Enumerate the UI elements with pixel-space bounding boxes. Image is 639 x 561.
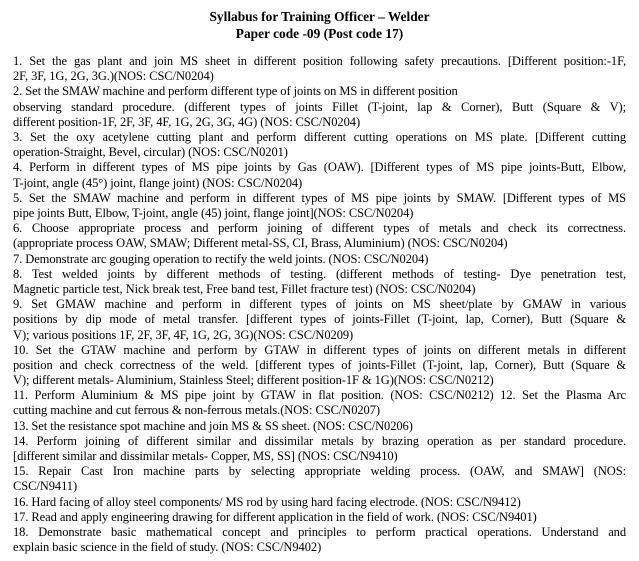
syllabus-line: explain basic science in the field of study. (NOS: CSC/N9402) (13, 540, 322, 555)
syllabus-line: 13. Set the resistance spot machine and join MS & SS sheet. (NOS: CSC/N0206) (13, 418, 413, 433)
syllabus-line: 9. Set GMAW machine and perform in different types of joints on MS sheet/plate by GMAW in various (13, 297, 626, 312)
syllabus-line: 7. Demonstrate arc gouging operation to rectify the weld joints. (NOS: CSC/N0204) (13, 251, 429, 266)
document-title (13, 8, 626, 42)
syllabus-line: position and check correctness of the weld. [different types of joints-Fillet (T-joint, lap, Corner), Butt (Square & (13, 357, 626, 372)
syllabus-line: 1. Set the gas plant and join MS sheet in different position following safety precautions. [Different position:-1F, (13, 54, 626, 68)
syllabus-line: 14. Perform joining of different similar and dissimilar metals by brazing operation as per standard procedure. (13, 433, 626, 448)
syllabus-line: 16. Hard facing of alloy steel components/ MS rod by using hard facing electrode. (NOS: CSC/N9412) (13, 494, 521, 509)
syllabus-line: 17. Read and apply engineering drawing for different application in the field of work. (NOS: CSC/N9401) (13, 509, 537, 524)
syllabus-line: different position-1F, 2F, 3F, 4F, 1G, 2G, 3G, 4G) (NOS: CSC/N0204) (13, 114, 361, 129)
syllabus-line: V); different metals- Aluminium, Stainless Steel; different position-1F & 1G)(NOS: CSC/N0212) (13, 373, 494, 388)
syllabus-line: 3. Set the oxy acetylene cutting plant and perform different cutting operations on MS plate. [Different cutting (13, 129, 626, 144)
syllabus-line: operation-Straight, Bevel, circular) (NOS: CSC/N0201) (13, 145, 288, 160)
syllabus-line: 2. Set the SMAW machine and perform different type of joints on MS in different position (13, 84, 458, 99)
syllabus-line: 15. Repair Cast Iron machine parts by selecting appropriate welding process. (OAW, and SMAW] (NOS: (13, 464, 626, 479)
syllabus-line: positions by dip mode of metal transfer. [different types of joints-Fillet (T-joint, lap, Corner), Butt (Square & (13, 312, 626, 327)
syllabus-line: 11. Perform Aluminium & MS pipe joint by GTAW in flat position. (NOS: CSC/N0212) 12. Set the Plasma Arc (13, 388, 626, 403)
syllabus-line: V); various positions 1F, 2F, 3F, 4F, 1G, 2G, 3G)(NOS: CSC/N0209) (13, 327, 354, 342)
syllabus-line: 2F, 3F, 1G, 2G, 3G.)(NOS: CSC/N0204) (13, 69, 214, 84)
syllabus-line: pipe joints Butt, Elbow, T-joint, angle (45) joint, flange joint](NOS: CSC/N0204) (13, 205, 414, 220)
syllabus-line: T-joint, angle (45°) joint, flange joint) (NOS: CSC/N0204) (13, 175, 303, 190)
title-line-1: Syllabus for Training Officer – Welder (209, 9, 430, 24)
title-line-2: Paper code -09 (Post code 17) (235, 26, 404, 41)
syllabus-line: [different similar and dissimilar metals- Copper, MS, SS] (NOS: CSC/N9410) (13, 449, 398, 464)
syllabus-line: cutting machine and cut ferrous & non-ferrous metals.(NOS: CSC/N0207) (13, 403, 380, 418)
syllabus-line: (appropriate process OAW, SMAW; Different metal-SS, CI, Brass, Aluminium) (NOS: CSC/N0204) (13, 236, 508, 251)
syllabus-line: 18. Demonstrate basic mathematical concept and principles to perform practical operations. Understand and (13, 525, 626, 540)
syllabus-line: 6. Choose appropriate process and perform joining of different types of metals and check its correctness. (13, 221, 626, 236)
syllabus-line: observing standard procedure. (different types of joints Fillet (T-joint, lap & Corner), Butt (Square & V); (13, 99, 626, 114)
syllabus-body (13, 54, 626, 555)
syllabus-line: 4. Perform in different types of MS pipe joints by Gas (OAW). [Different types of MS pipe joints-Butt, Elbow, (13, 160, 626, 175)
syllabus-line: 5. Set the SMAW machine and perform in different types of MS pipe joints by SMAW. [Different types of MS (13, 190, 626, 205)
syllabus-line: 8. Test welded joints by different methods of testing. (different methods of testing- Dye penetration test, (13, 266, 626, 281)
syllabus-line: 10. Set the GTAW machine and perform by GTAW in different types of joints on different metals in different (13, 342, 626, 357)
syllabus-line: CSC/N9411) (13, 479, 78, 494)
syllabus-line: Magnetic particle test, Nick break test, Free band test, Fillet fracture test) (NOS: CSC/N0204) (13, 281, 476, 296)
